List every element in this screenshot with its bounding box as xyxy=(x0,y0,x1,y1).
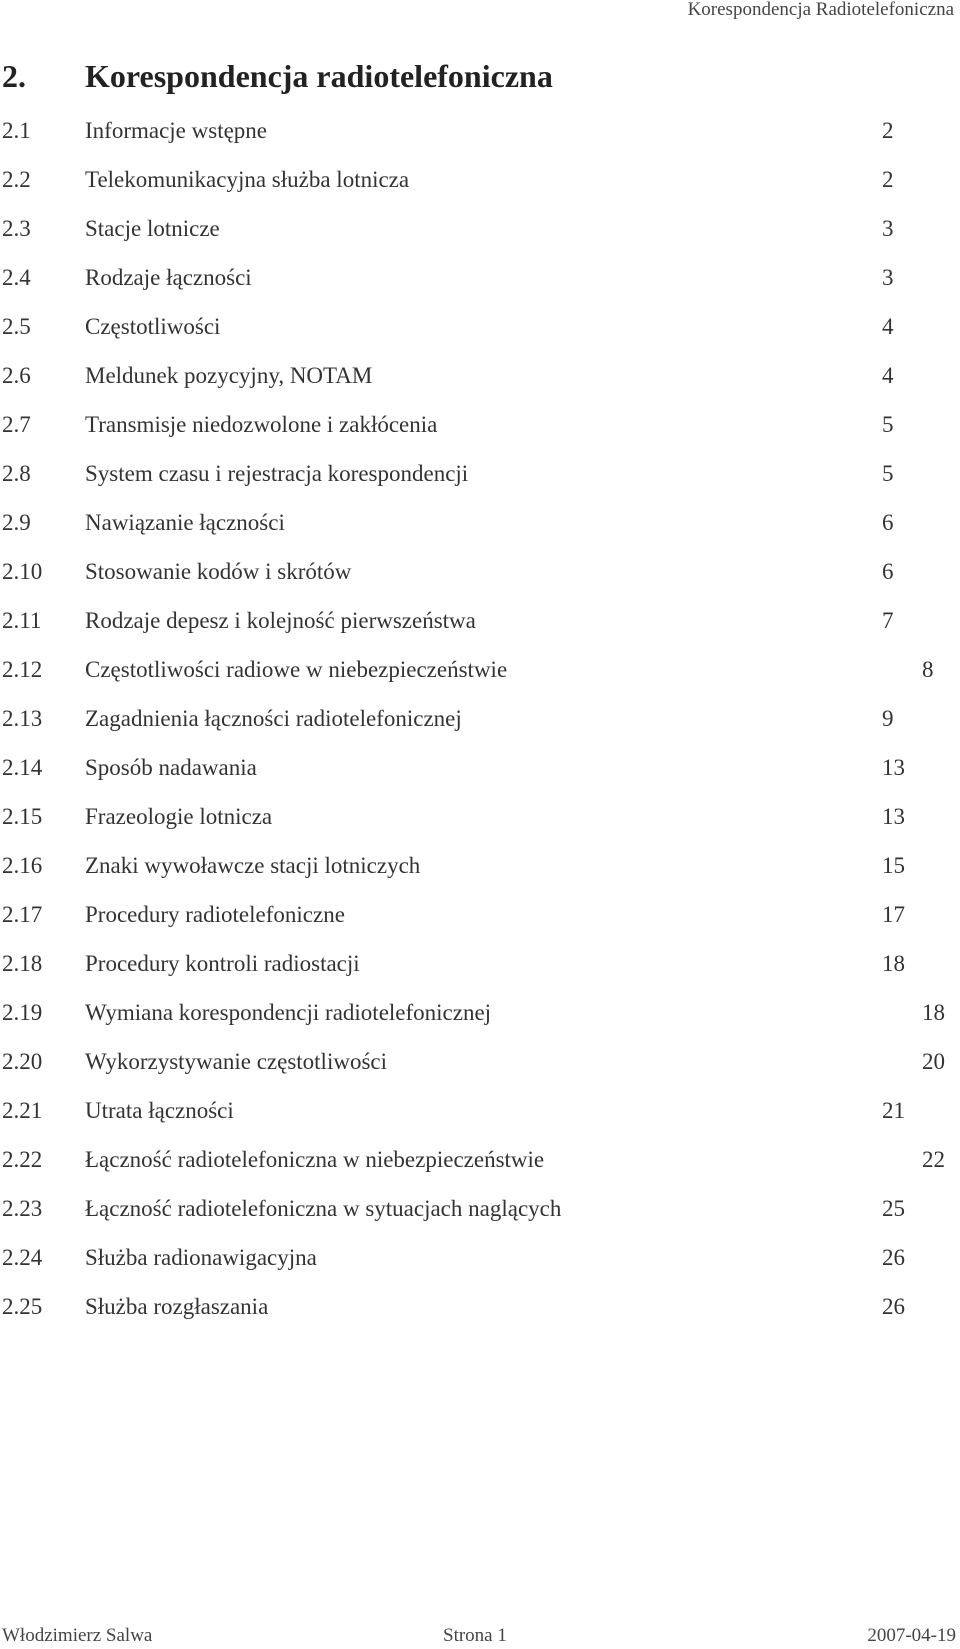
toc-entry-page: 20 xyxy=(922,1049,945,1074)
toc-entry-page: 22 xyxy=(922,1147,945,1172)
toc-entry-page: 6 xyxy=(882,559,894,584)
toc-entry-page: 18 xyxy=(882,951,905,976)
toc-entry-title: Procedury kontroli radiostacji xyxy=(85,951,360,976)
toc-entry[interactable] xyxy=(0,504,960,553)
toc-entry-number: 2.19 xyxy=(2,1000,43,1025)
toc-entry-page: 3 xyxy=(882,216,894,241)
toc-entry[interactable] xyxy=(0,1288,960,1337)
toc-entry-number: 2.2 xyxy=(2,167,31,192)
toc-entry[interactable] xyxy=(0,112,960,161)
toc-entry-number: 2.11 xyxy=(2,608,42,633)
toc-entry[interactable] xyxy=(0,700,960,749)
footer-author: Włodzimierz Salwa xyxy=(2,1625,153,1646)
toc-entry-title: Służba rozgłaszania xyxy=(85,1294,269,1319)
toc-entry[interactable] xyxy=(0,210,960,259)
toc-entry-page: 26 xyxy=(882,1245,905,1270)
toc-entry-title: Rodzaje łączności xyxy=(85,265,252,290)
toc-entry-number: 2.23 xyxy=(2,1196,43,1221)
toc-entry[interactable] xyxy=(0,798,960,847)
toc-entry-number: 2.15 xyxy=(2,804,43,829)
toc-entry-title: Procedury radiotelefoniczne xyxy=(85,902,345,927)
toc-entry[interactable] xyxy=(0,1190,960,1239)
toc-entry-page: 25 xyxy=(882,1196,905,1221)
toc-entry-page: 17 xyxy=(882,902,905,927)
toc-entry-number: 2.20 xyxy=(2,1049,43,1074)
toc-entry-title: Znaki wywoławcze stacji lotniczych xyxy=(85,853,421,878)
toc-entry[interactable] xyxy=(0,1239,960,1288)
toc-entry-number: 2.24 xyxy=(2,1245,43,1270)
toc-entry[interactable] xyxy=(0,161,960,210)
toc-entry-title: Wykorzystywanie częstotliwości xyxy=(85,1049,387,1074)
toc-entry-title: System czasu i rejestracja korespondencji xyxy=(85,461,469,486)
toc-entry-page: 2 xyxy=(882,118,894,143)
toc-entry-title: Telekomunikacyjna służba lotnicza xyxy=(85,167,410,192)
toc-entry-title: Nawiązanie łączności xyxy=(85,510,285,535)
toc-entry-title: Meldunek pozycyjny, NOTAM xyxy=(85,363,373,388)
toc-entry-number: 2.6 xyxy=(2,363,31,388)
toc-entry[interactable] xyxy=(0,994,960,1043)
footer-page-number: Strona 1 xyxy=(443,1625,507,1646)
toc-entry-number: 2.7 xyxy=(2,412,31,437)
toc-entry[interactable] xyxy=(0,455,960,504)
toc-entry-title: Utrata łączności xyxy=(85,1098,234,1123)
toc-entry-title: Częstotliwości xyxy=(85,314,221,339)
toc-entry-title: Rodzaje depesz i kolejność pierwszeństwa xyxy=(85,608,476,633)
toc-entry[interactable] xyxy=(0,602,960,651)
toc-entry-page: 5 xyxy=(882,461,894,486)
table-of-contents xyxy=(0,112,960,1337)
toc-entry-title: Częstotliwości radiowe w niebezpieczeństwie xyxy=(85,657,508,682)
toc-entry-page: 4 xyxy=(882,363,894,388)
toc-entry-page: 2 xyxy=(882,167,894,192)
toc-entry-number: 2.18 xyxy=(2,951,43,976)
toc-entry-title: Służba radionawigacyjna xyxy=(85,1245,317,1270)
toc-entry-number: 2.14 xyxy=(2,755,43,780)
toc-entry-number: 2.8 xyxy=(2,461,31,486)
toc-entry-page: 6 xyxy=(882,510,894,535)
chapter-title: Korespondencja radiotelefoniczna xyxy=(85,58,553,94)
toc-entry-number: 2.16 xyxy=(2,853,43,878)
toc-entry-number: 2.10 xyxy=(2,559,43,584)
toc-entry[interactable] xyxy=(0,1043,960,1092)
page-footer xyxy=(0,1625,960,1647)
toc-entry-number: 2.1 xyxy=(2,118,31,143)
toc-entry-page: 5 xyxy=(882,412,894,437)
toc-entry-title: Transmisje niedozwolone i zakłócenia xyxy=(85,412,438,437)
toc-entry-number: 2.13 xyxy=(2,706,43,731)
toc-entry-number: 2.5 xyxy=(2,314,31,339)
chapter-number: 2. xyxy=(2,58,26,94)
toc-entry-number: 2.12 xyxy=(2,657,43,682)
footer-date: 2007-04-19 xyxy=(867,1625,956,1646)
toc-entry[interactable] xyxy=(0,1141,960,1190)
toc-entry-title: Łączność radiotelefoniczna w sytuacjach naglących xyxy=(85,1196,562,1221)
toc-entry[interactable] xyxy=(0,896,960,945)
toc-entry[interactable] xyxy=(0,308,960,357)
toc-entry-title: Zagadnienia łączności radiotelefonicznej xyxy=(85,706,462,731)
toc-entry[interactable] xyxy=(0,1092,960,1141)
toc-entry-number: 2.21 xyxy=(2,1098,43,1123)
chapter-heading xyxy=(0,56,960,96)
toc-entry-page: 18 xyxy=(922,1000,945,1025)
toc-entry-title: Frazeologie lotnicza xyxy=(85,804,273,829)
toc-entry-title: Wymiana korespondencji radiotelefonicznej xyxy=(85,1000,492,1025)
toc-entry-number: 2.3 xyxy=(2,216,31,241)
toc-entry[interactable] xyxy=(0,259,960,308)
toc-entry-page: 26 xyxy=(882,1294,905,1319)
toc-entry[interactable] xyxy=(0,357,960,406)
toc-entry-page: 21 xyxy=(882,1098,905,1123)
toc-entry-number: 2.22 xyxy=(2,1147,43,1172)
toc-entry[interactable] xyxy=(0,406,960,455)
toc-entry[interactable] xyxy=(0,847,960,896)
toc-entry[interactable] xyxy=(0,945,960,994)
toc-entry-page: 4 xyxy=(882,314,894,339)
toc-entry-page: 7 xyxy=(882,608,894,633)
toc-entry-number: 2.25 xyxy=(2,1294,43,1319)
toc-entry-page: 15 xyxy=(882,853,905,878)
toc-entry-title: Łączność radiotelefoniczna w niebezpieczeństwie xyxy=(85,1147,545,1172)
toc-entry-number: 2.9 xyxy=(2,510,31,535)
toc-entry[interactable] xyxy=(0,749,960,798)
toc-entry-page: 8 xyxy=(922,657,934,682)
toc-entry-title: Sposób nadawania xyxy=(85,755,257,780)
toc-entry[interactable] xyxy=(0,651,960,700)
running-header: Korespondencja Radiotelefoniczna xyxy=(687,0,954,20)
toc-entry-title: Informacje wstępne xyxy=(85,118,268,143)
toc-entry-title: Stosowanie kodów i skrótów xyxy=(85,559,352,584)
toc-entry-page: 13 xyxy=(882,804,905,829)
toc-entry-page: 9 xyxy=(882,706,894,731)
toc-entry-number: 2.4 xyxy=(2,265,31,290)
toc-entry-title: Stacje lotnicze xyxy=(85,216,220,241)
toc-entry-page: 13 xyxy=(882,755,905,780)
toc-entry-page: 3 xyxy=(882,265,894,290)
toc-entry[interactable] xyxy=(0,553,960,602)
toc-entry-number: 2.17 xyxy=(2,902,43,927)
